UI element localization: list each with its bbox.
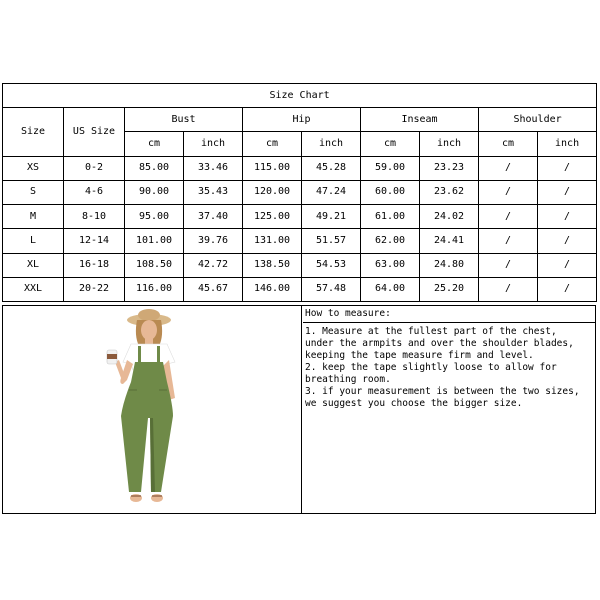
table-row bbox=[3, 205, 597, 229]
instruction-line: we suggest you choose the bigger size. bbox=[305, 398, 523, 409]
bust-inch-cell: 45.67 bbox=[184, 277, 243, 301]
header-shoulder: Shoulder bbox=[479, 108, 597, 132]
size-cell: M bbox=[3, 205, 64, 229]
hip-inch-cell: 49.21 bbox=[302, 205, 361, 229]
us-size-cell: 16-18 bbox=[64, 253, 125, 277]
inseam-inch-cell: 23.23 bbox=[420, 156, 479, 180]
instruction-line: keeping the tape measure firm and level. bbox=[305, 350, 534, 361]
shoulder-inch-cell: / bbox=[538, 277, 597, 301]
cup-sleeve bbox=[107, 354, 117, 359]
header-hip: Hip bbox=[243, 108, 361, 132]
size-chart-table bbox=[2, 83, 597, 302]
bust-cm-cell: 85.00 bbox=[125, 156, 184, 180]
table-row bbox=[3, 156, 597, 180]
header-size: Size bbox=[3, 108, 64, 156]
hip-cm-cell: 125.00 bbox=[243, 205, 302, 229]
size-cell: XS bbox=[3, 156, 64, 180]
table-row bbox=[3, 180, 597, 204]
bust-cm-cell: 95.00 bbox=[125, 205, 184, 229]
us-size-cell: 12-14 bbox=[64, 229, 125, 253]
header-hip-inch: inch bbox=[302, 132, 361, 156]
inseam-cm-cell: 62.00 bbox=[361, 229, 420, 253]
instruction-line: 3. if your measurement is between the two sizes, bbox=[305, 386, 580, 397]
face bbox=[141, 320, 157, 340]
header-bust-inch: inch bbox=[184, 132, 243, 156]
inseam-inch-cell: 24.80 bbox=[420, 253, 479, 277]
hip-inch-cell: 47.24 bbox=[302, 180, 361, 204]
table-row bbox=[3, 277, 597, 301]
neck bbox=[145, 338, 153, 344]
shoulder-cm-cell: / bbox=[479, 277, 538, 301]
bust-cm-cell: 101.00 bbox=[125, 229, 184, 253]
hip-cm-cell: 146.00 bbox=[243, 277, 302, 301]
shoulder-cm-cell: / bbox=[479, 205, 538, 229]
jumpsuit-body bbox=[121, 362, 173, 492]
table-row bbox=[3, 253, 597, 277]
how-to-heading: How to measure: bbox=[303, 306, 595, 323]
inseam-inch-cell: 23.62 bbox=[420, 180, 479, 204]
size-cell: L bbox=[3, 229, 64, 253]
shoulder-cm-cell: / bbox=[479, 253, 538, 277]
inseam-inch-cell: 24.41 bbox=[420, 229, 479, 253]
measure-panel bbox=[2, 305, 596, 514]
hip-inch-cell: 45.28 bbox=[302, 156, 361, 180]
instruction-line: breathing room. bbox=[305, 374, 391, 385]
us-size-cell: 20-22 bbox=[64, 277, 125, 301]
shoulder-inch-cell: / bbox=[538, 156, 597, 180]
right-foot bbox=[151, 494, 163, 502]
hip-cm-cell: 115.00 bbox=[243, 156, 302, 180]
us-size-cell: 4-6 bbox=[64, 180, 125, 204]
bust-inch-cell: 37.40 bbox=[184, 205, 243, 229]
hip-cm-cell: 131.00 bbox=[243, 229, 302, 253]
jumpsuit-model-illustration bbox=[3, 306, 301, 513]
left-strap bbox=[138, 346, 141, 364]
table-row bbox=[3, 229, 597, 253]
inseam-cm-cell: 60.00 bbox=[361, 180, 420, 204]
instruction-line: 2. keep the tape slightly loose to allow for bbox=[305, 362, 557, 373]
size-cell: XXL bbox=[3, 277, 64, 301]
hip-cm-cell: 138.50 bbox=[243, 253, 302, 277]
size-cell: XL bbox=[3, 253, 64, 277]
inseam-inch-cell: 24.02 bbox=[420, 205, 479, 229]
hip-cm-cell: 120.00 bbox=[243, 180, 302, 204]
product-photo bbox=[3, 306, 302, 513]
instruction-line: under the armpits and over the shoulder blades, bbox=[305, 338, 574, 349]
inseam-cm-cell: 61.00 bbox=[361, 205, 420, 229]
size-cell: S bbox=[3, 180, 64, 204]
chart-title: Size Chart bbox=[3, 84, 597, 108]
bust-inch-cell: 35.43 bbox=[184, 180, 243, 204]
bust-cm-cell: 90.00 bbox=[125, 180, 184, 204]
header-us-size: US Size bbox=[64, 108, 125, 156]
bust-inch-cell: 33.46 bbox=[184, 156, 243, 180]
header-bust-cm: cm bbox=[125, 132, 184, 156]
how-to-instructions bbox=[303, 323, 595, 410]
bust-cm-cell: 108.50 bbox=[125, 253, 184, 277]
header-hip-cm: cm bbox=[243, 132, 302, 156]
bust-inch-cell: 39.76 bbox=[184, 229, 243, 253]
inseam-cm-cell: 63.00 bbox=[361, 253, 420, 277]
hip-inch-cell: 57.48 bbox=[302, 277, 361, 301]
bust-cm-cell: 116.00 bbox=[125, 277, 184, 301]
header-shoulder-inch: inch bbox=[538, 132, 597, 156]
shoulder-inch-cell: / bbox=[538, 229, 597, 253]
shoulder-inch-cell: / bbox=[538, 205, 597, 229]
inseam-cm-cell: 59.00 bbox=[361, 156, 420, 180]
left-foot bbox=[130, 494, 142, 502]
shoulder-inch-cell: / bbox=[538, 180, 597, 204]
us-size-cell: 8-10 bbox=[64, 205, 125, 229]
hip-inch-cell: 54.53 bbox=[302, 253, 361, 277]
shoulder-cm-cell: / bbox=[479, 229, 538, 253]
hip-inch-cell: 51.57 bbox=[302, 229, 361, 253]
header-shoulder-cm: cm bbox=[479, 132, 538, 156]
bust-inch-cell: 42.72 bbox=[184, 253, 243, 277]
shoulder-inch-cell: / bbox=[538, 253, 597, 277]
header-inseam-cm: cm bbox=[361, 132, 420, 156]
inseam-cm-cell: 64.00 bbox=[361, 277, 420, 301]
inseam-inch-cell: 25.20 bbox=[420, 277, 479, 301]
header-bust: Bust bbox=[125, 108, 243, 132]
how-to-measure bbox=[303, 306, 595, 513]
header-inseam-inch: inch bbox=[420, 132, 479, 156]
us-size-cell: 0-2 bbox=[64, 156, 125, 180]
instruction-line: 1. Measure at the fullest part of the chest, bbox=[305, 326, 557, 337]
shoulder-cm-cell: / bbox=[479, 180, 538, 204]
right-strap bbox=[157, 346, 160, 364]
shoulder-cm-cell: / bbox=[479, 156, 538, 180]
hat-crown bbox=[138, 309, 160, 321]
header-inseam: Inseam bbox=[361, 108, 479, 132]
